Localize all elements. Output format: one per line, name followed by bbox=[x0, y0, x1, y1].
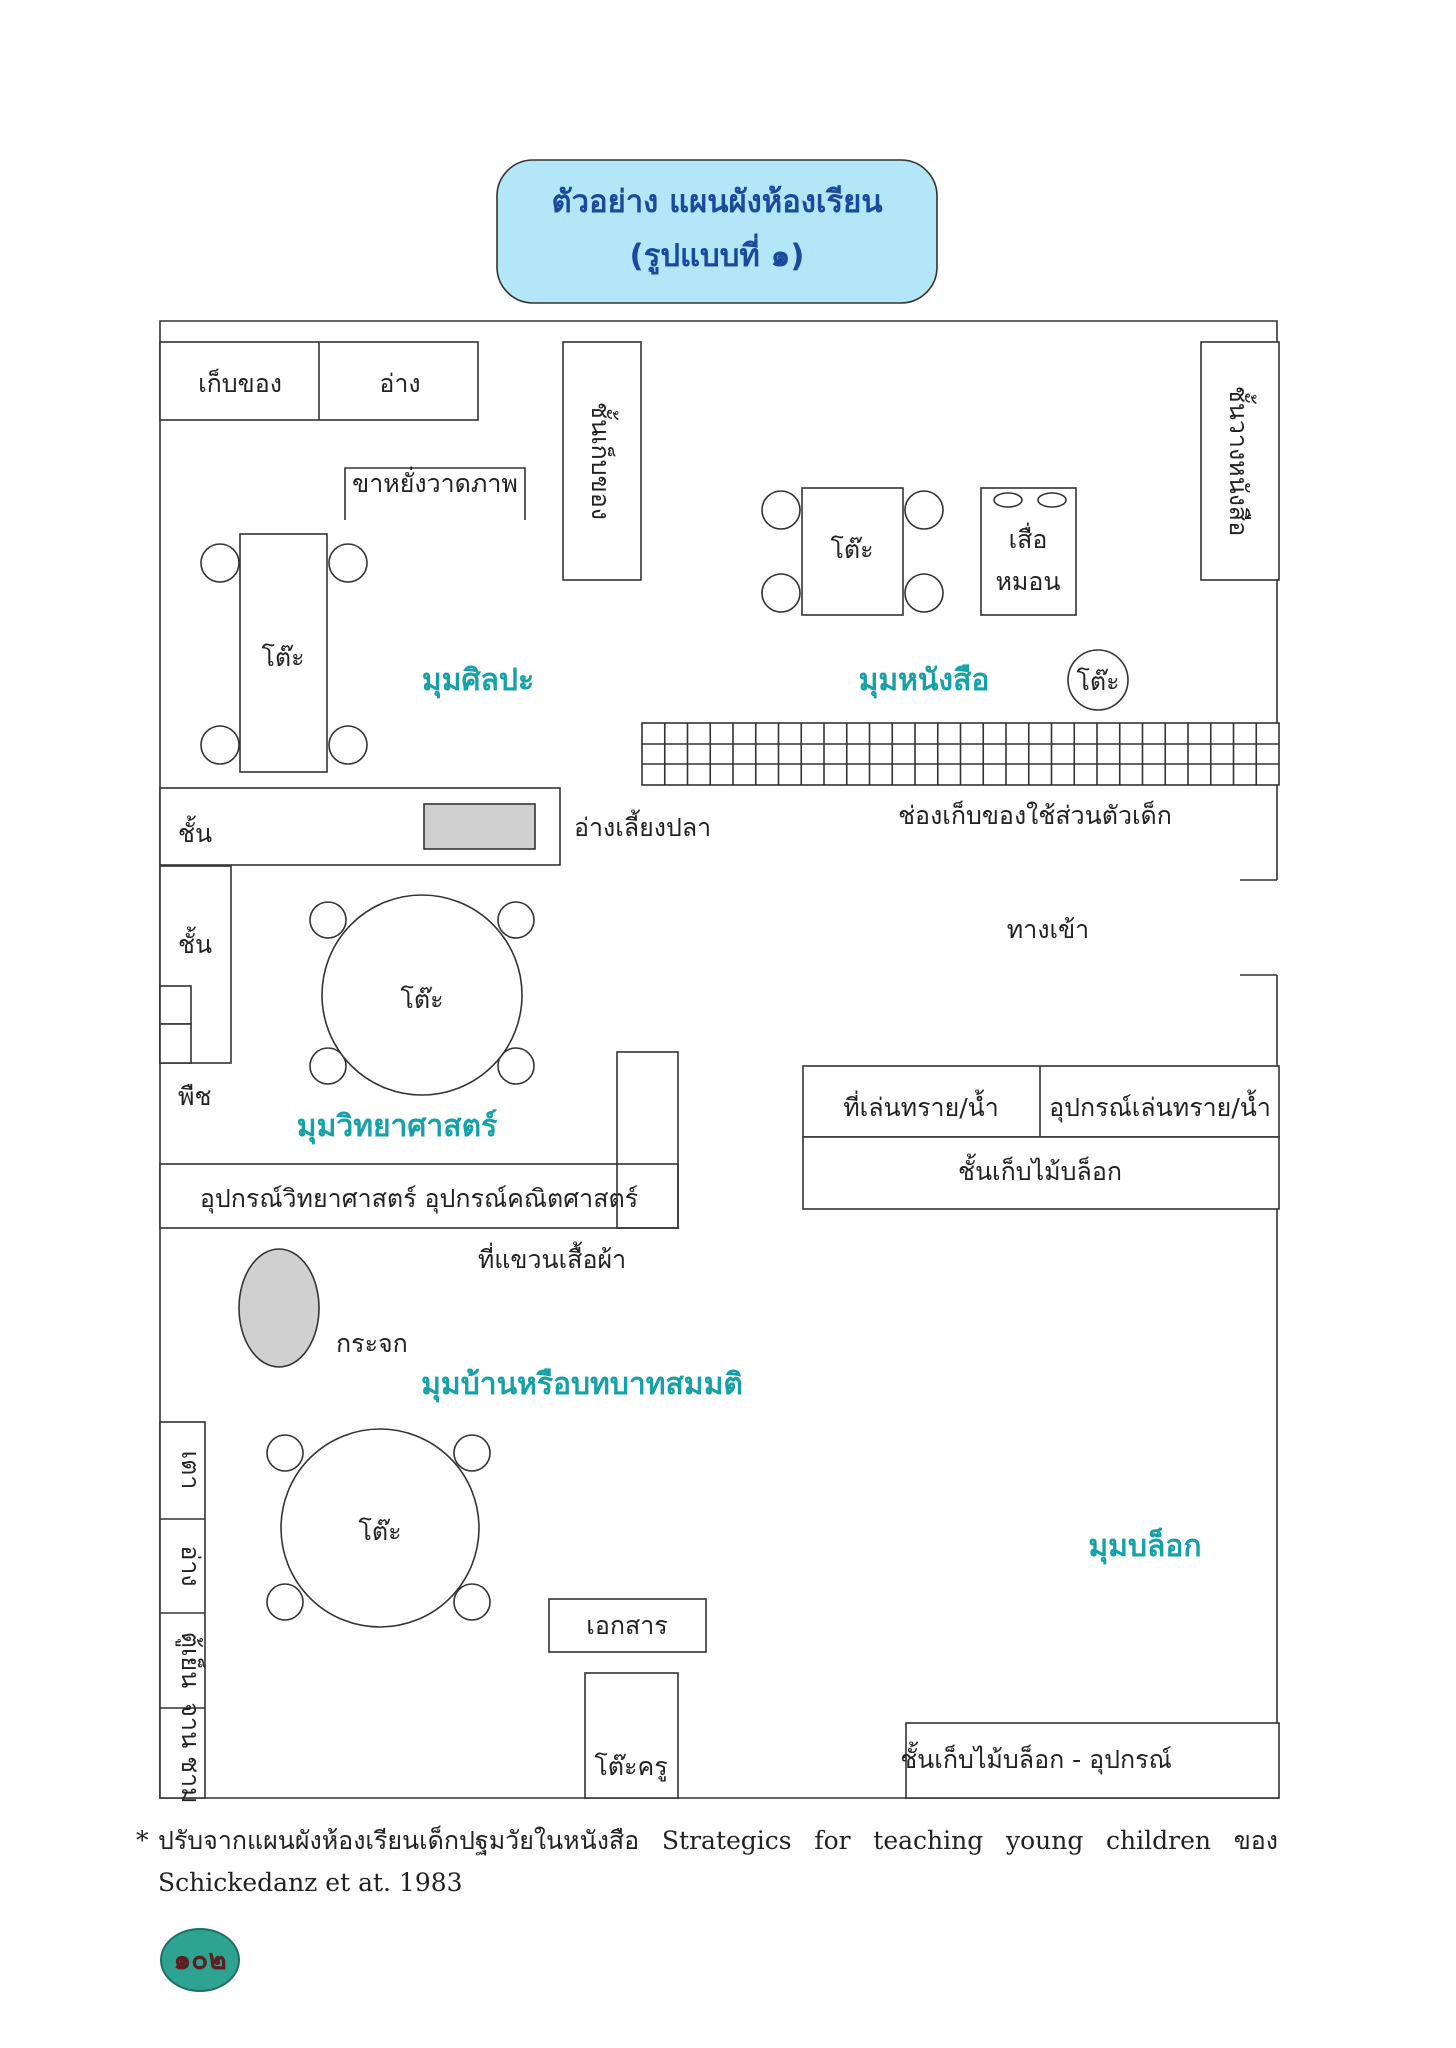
bookshelf-label: ชั้นวางหนังสือ bbox=[1224, 385, 1253, 537]
title-box bbox=[497, 160, 937, 303]
mirror-label: กระจก bbox=[336, 1329, 408, 1358]
sink-bottom-label: อ่าง bbox=[176, 1545, 205, 1587]
mat-pillows bbox=[981, 488, 1076, 615]
block-equipment-label: ชั้นเก็บไม้บล็อก - อุปกรณ์ bbox=[900, 1745, 1172, 1774]
footnote bbox=[136, 1820, 1278, 1904]
shelf-plants bbox=[160, 866, 231, 1111]
small-table-label: โต๊ะ bbox=[1076, 667, 1120, 696]
small-round-table bbox=[1068, 650, 1128, 710]
sand-equipment-label: อุปกรณ์เล่นทราย/น้ำ bbox=[1049, 1093, 1271, 1122]
sink-top-label: อ่าง bbox=[379, 369, 421, 398]
house-table-label: โต๊ะ bbox=[358, 1517, 402, 1546]
title-line-1: ตัวอย่าง แผนผังห้องเรียน bbox=[551, 184, 883, 220]
zone-art: มุมศิลปะ bbox=[421, 663, 535, 698]
house-table bbox=[267, 1429, 490, 1627]
mat-label: เสื่อ bbox=[1008, 525, 1048, 554]
science-table bbox=[310, 895, 534, 1095]
easel-label: ขาหยั่งวาดภาพ bbox=[352, 469, 518, 498]
science-table-label: โต๊ะ bbox=[400, 985, 444, 1014]
storage-shelf bbox=[563, 342, 641, 580]
zone-book: มุมหนังสือ bbox=[858, 663, 990, 698]
footnote-text: ปรับจากแผนผังห้องเรียนเด็กปฐมวัยในหนังสือ Strategics for teaching young children ของ Schickedanz et at. 1983 bbox=[158, 1826, 1278, 1897]
block-shelf bbox=[803, 1137, 1279, 1209]
zone-block: มุมบล็อก bbox=[1088, 1529, 1202, 1564]
teacher-desk-label: โต๊ะครู bbox=[594, 1752, 668, 1781]
zone-house: มุมบ้านหรือบทบาทสมมติ bbox=[421, 1367, 743, 1402]
mirror bbox=[239, 1249, 408, 1367]
documents-label: เอกสาร bbox=[586, 1611, 668, 1640]
kitchen-column bbox=[160, 1422, 206, 1804]
teacher-desk bbox=[585, 1673, 678, 1798]
shelf-2-label: ชั้น bbox=[178, 930, 213, 959]
page-number: ๑๐๒ bbox=[160, 1928, 240, 1992]
coat-hanger bbox=[478, 1052, 678, 1274]
cubbies-label: ช่องเก็บของใช้ส่วนตัวเด็ก bbox=[898, 801, 1172, 830]
coat-hanger-label: ที่แขวนเสื้อผ้า bbox=[477, 1245, 627, 1274]
storage-sink-counter bbox=[160, 342, 478, 420]
footnote-marker: * bbox=[136, 1826, 149, 1855]
sci-math-shelf bbox=[160, 1164, 678, 1228]
shelf-1-label: ชั้น bbox=[178, 819, 213, 848]
easel bbox=[345, 466, 525, 520]
cubbies-grid bbox=[642, 723, 1279, 785]
sci-math-label: อุปกรณ์วิทยาศาสตร์ อุปกรณ์คณิตศาสตร์ bbox=[199, 1184, 639, 1213]
sand-play-label: ที่เล่นทราย/น้ำ bbox=[843, 1093, 999, 1122]
pillow-label: หมอน bbox=[995, 567, 1061, 596]
zone-science: มุมวิทยาศาสตร์ bbox=[296, 1109, 498, 1144]
entrance-label: ทางเข้า bbox=[1006, 915, 1090, 944]
sand-water-area bbox=[803, 1066, 1279, 1137]
storage-shelf-label: ชั้นเก็บของ bbox=[586, 402, 615, 520]
art-table bbox=[201, 534, 367, 772]
art-table-label: โต๊ะ bbox=[261, 643, 305, 672]
block-shelf-label: ชั้นเก็บไม้บล็อก bbox=[957, 1157, 1123, 1186]
book-table-label: โต๊ะ bbox=[830, 535, 874, 564]
documents bbox=[549, 1599, 706, 1652]
bookshelf bbox=[1201, 342, 1279, 580]
storage-label: เก็บของ bbox=[198, 369, 282, 398]
block-equipment-shelf bbox=[900, 1723, 1279, 1798]
plants-label: พืช bbox=[178, 1082, 212, 1111]
aquarium-label: อ่างเลี้ยงปลา bbox=[574, 813, 712, 842]
fridge-label: ตู้เย็น bbox=[176, 1631, 205, 1689]
stove-label: เตา bbox=[176, 1450, 205, 1490]
title-line-2: (รูปแบบที่ ๑) bbox=[629, 238, 805, 274]
book-table bbox=[762, 488, 943, 615]
shelf-aquarium bbox=[160, 788, 711, 865]
dishes-label: จาน ชาม bbox=[176, 1702, 205, 1804]
